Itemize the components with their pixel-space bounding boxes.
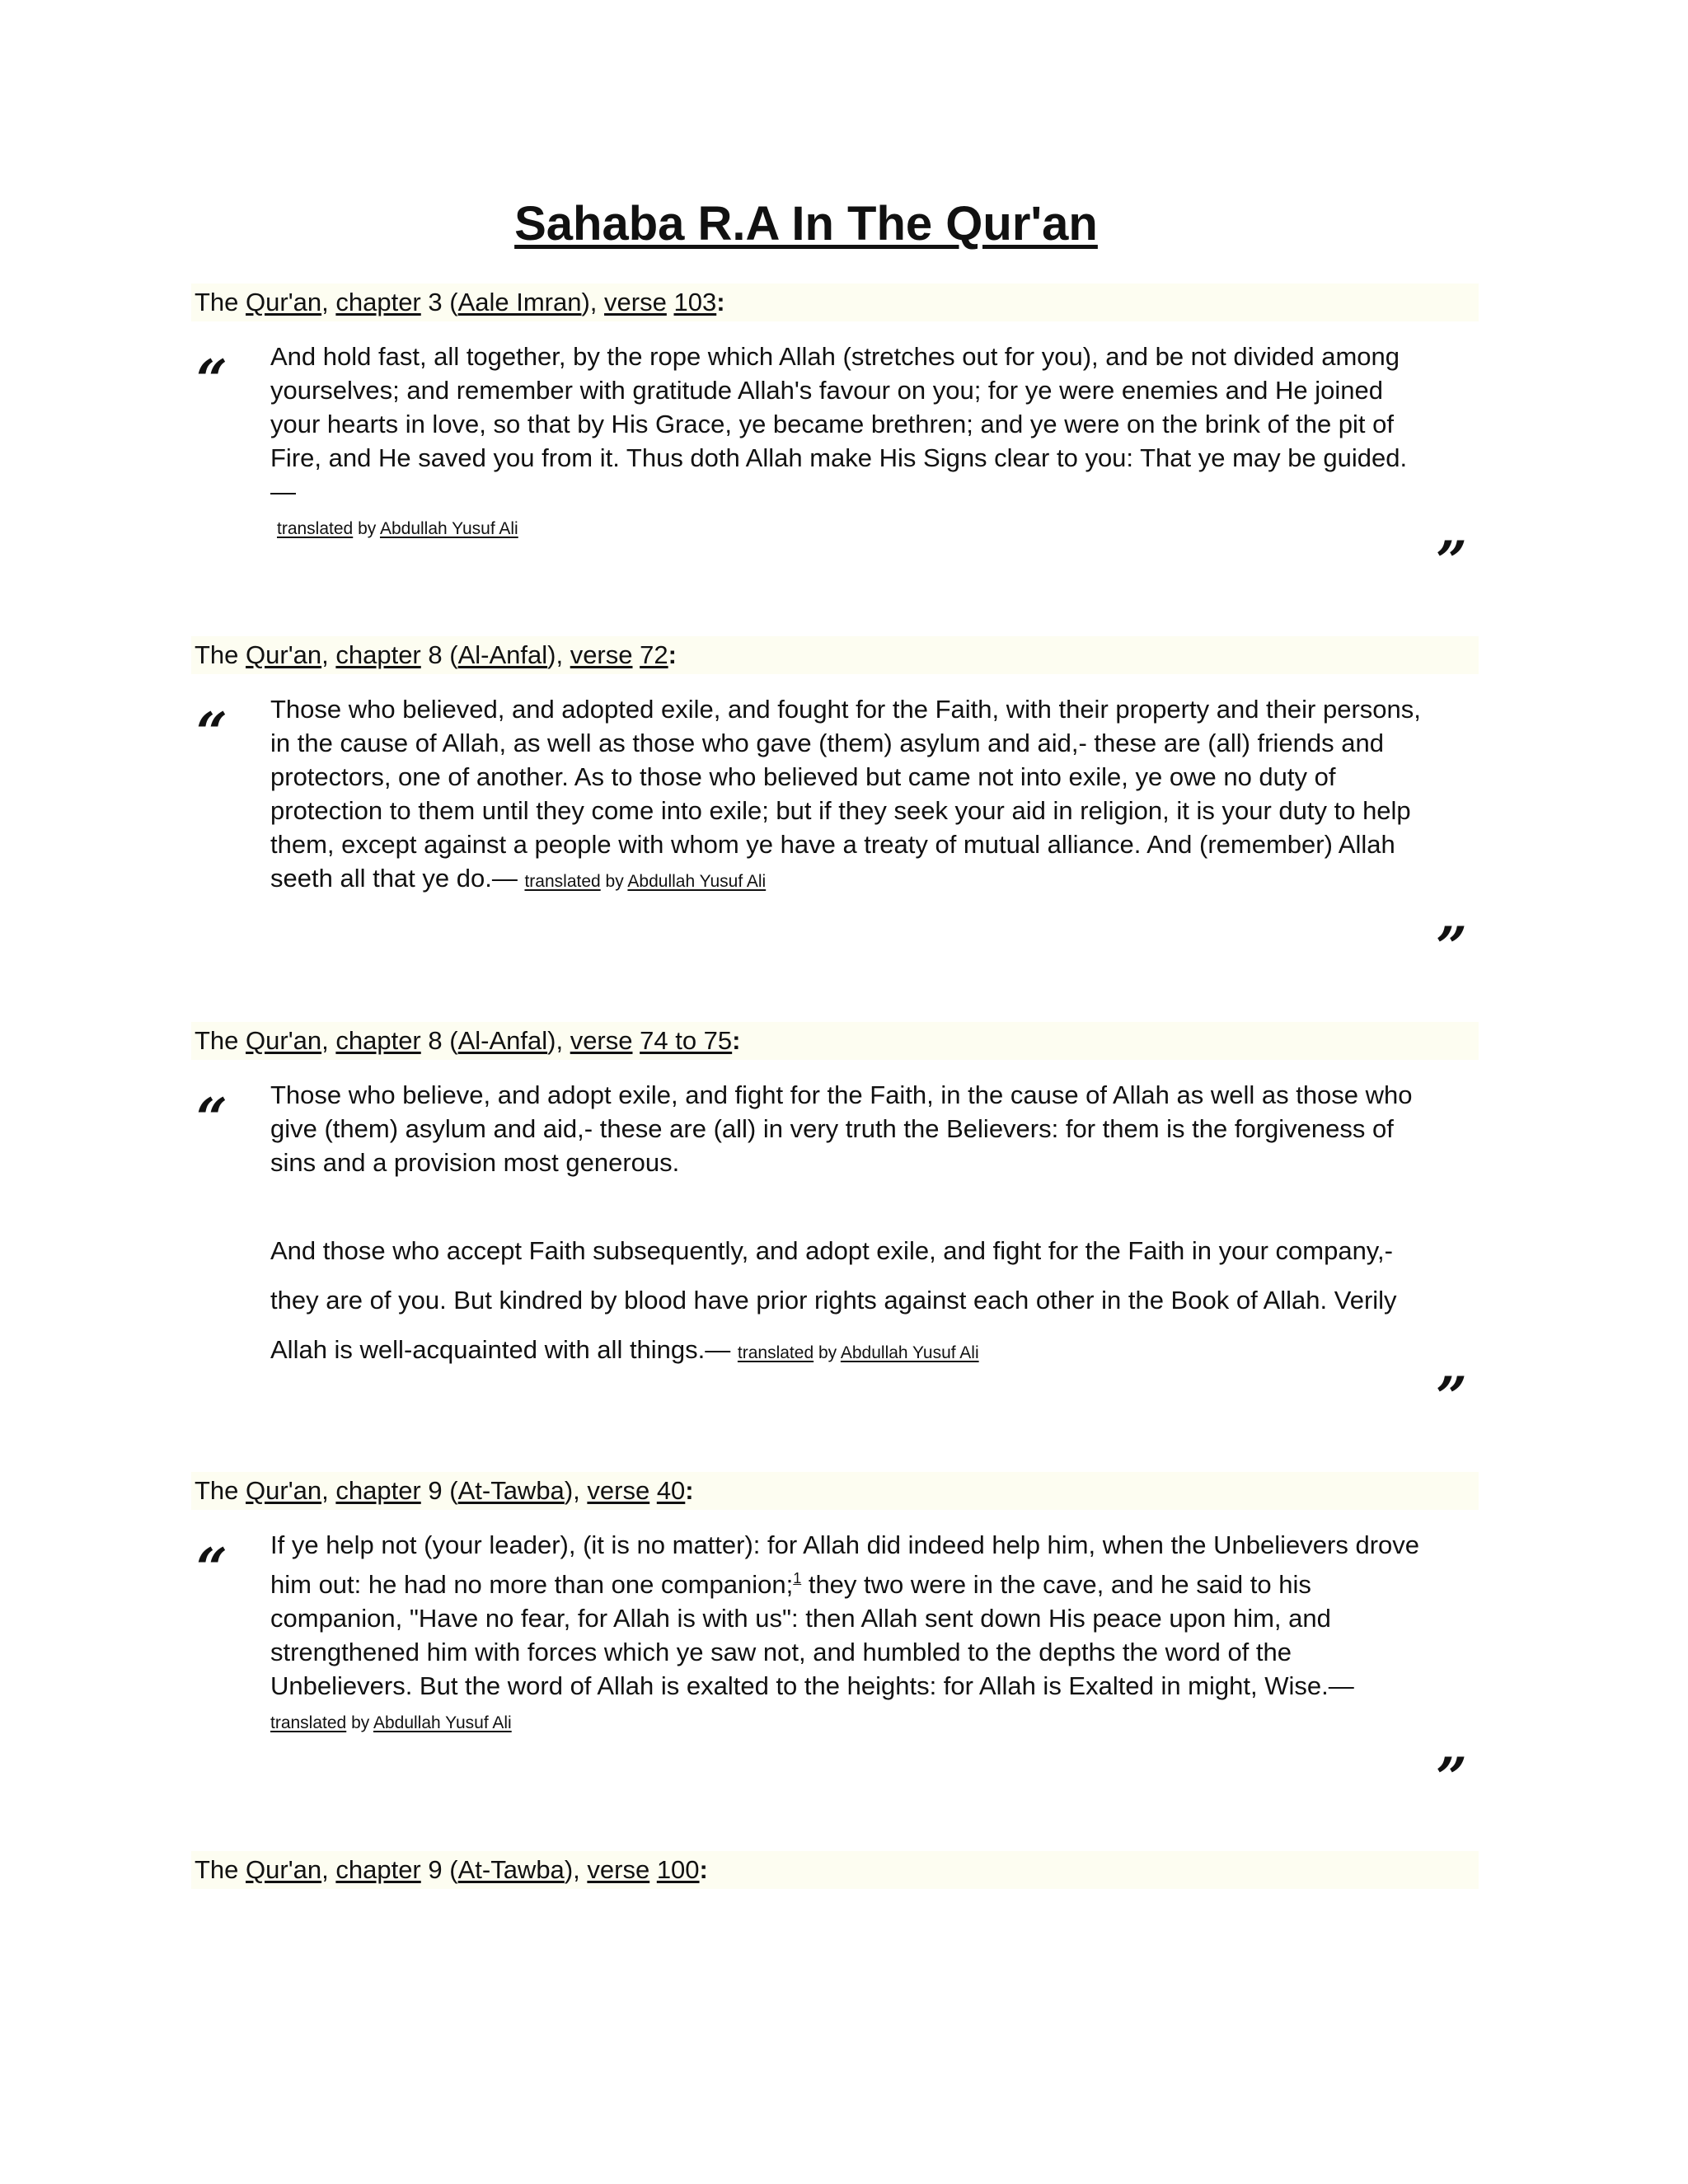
quran-link[interactable]: Qur'an xyxy=(246,1026,322,1055)
translator-link[interactable]: Abdullah Yusuf Ali xyxy=(840,1343,979,1362)
verse-text: And those who accept Faith subsequently, and adopt exile, and fight for the Faith in your company,- they are of you. But kindred by blood have prior rights against each other in the Book of Allah. Verily Allah is well-acquainted with all things.— translated by Abdullah Yusuf Ali xyxy=(270,1236,1397,1364)
verse-number-link[interactable]: 72 xyxy=(640,640,668,669)
verse-reference: The Qur'an, chapter 8 (Al-Anfal), verse 72: xyxy=(191,636,1479,674)
open-quote-icon: “ xyxy=(196,1086,227,1151)
verse-reference: The Qur'an, chapter 8 (Al-Anfal), verse 74 to 75: xyxy=(191,1022,1479,1060)
verse-text: Those who believed, and adopted exile, and fought for the Faith, with their property and their persons, in the cause of Allah, as well as those who gave (them) asylum and aid,- these are (all) friends and protectors, one of another. As to those who believed but came not into exile, ye owe no duty of protection to them until they come into exile; but if they seek your aid in religion, it is your duty to help them, except against a people with whom ye have a treaty of mutual alliance. And (remember) Allah seeth all that ye do.— translated by Abdullah Yusuf Ali xyxy=(270,695,1421,893)
verse-link[interactable]: verse xyxy=(604,288,667,316)
verse-link[interactable]: verse xyxy=(587,1476,650,1505)
footnote-link[interactable]: 1 xyxy=(793,1570,802,1586)
chapter-link[interactable]: chapter xyxy=(335,1855,421,1884)
open-quote-icon: “ xyxy=(196,348,227,412)
chapter-link[interactable]: chapter xyxy=(335,288,421,316)
verse-number-link[interactable]: 100 xyxy=(656,1855,700,1884)
verse-number-link[interactable]: 74 to 75 xyxy=(640,1026,733,1055)
verse-link[interactable]: verse xyxy=(587,1855,650,1884)
verse-link[interactable]: verse xyxy=(570,640,633,669)
surah-link[interactable]: At-Tawba xyxy=(457,1476,565,1505)
verse-text: If ye help not (your leader), (it is no matter): for Allah did indeed help him, when the Unbelievers drove him out: he had no more than one companion;$^1$ they two were in the cave, and he said to his companion, "Have no fear, for Allah is with us": then Allah sent down His peace upon him, and strengthened him with forces which ye saw not, and humbled to the depths the word of the Unbelievers. But the word of Allah is exalted to the heights: for Allah is Exalted in might, Wise.— translated by Abdullah Yusuf Ali xyxy=(270,1530,1420,1732)
translated-link[interactable]: translated xyxy=(270,1713,347,1732)
open-quote-icon: “ xyxy=(196,1536,227,1601)
translated-link[interactable]: translated xyxy=(277,519,354,538)
surah-link[interactable]: Al-Anfal xyxy=(457,640,548,669)
quran-link[interactable]: Qur'an xyxy=(246,1476,322,1505)
verse-text: Those who believe, and adopt exile, and fight for the Faith, in the cause of Allah as well as those who give (them) asylum and aid,- these are (all) in very truth the Believers: for them is the forgiveness of sins and a provision most generous. xyxy=(270,1080,1413,1177)
close-quote-icon: ” xyxy=(1436,529,1467,593)
verse-number-link[interactable]: 103 xyxy=(673,288,717,316)
translated-link[interactable]: translated xyxy=(737,1343,814,1362)
chapter-link[interactable]: chapter xyxy=(335,1026,421,1055)
translator-link[interactable]: Abdullah Yusuf Ali xyxy=(379,519,518,538)
chapter-link[interactable]: chapter xyxy=(335,1476,421,1505)
open-quote-icon: “ xyxy=(196,701,227,765)
verse-text: And hold fast, all together, by the rope which Allah (stretches out for you), and be not divided among yourselves; and remember with gratitude Allah's favour on you; for ye were enemies and He joined your hearts in love, so that by His Grace, ye became brethren; and ye were on the brink of the pit of Fire, and He saved you from it. Thus doth Allah make His Signs clear to you: That ye may be guided.— translated by Abdullah Yusuf Ali xyxy=(270,342,1408,538)
close-quote-icon: ” xyxy=(1436,1365,1467,1429)
translator-link[interactable]: Abdullah Yusuf Ali xyxy=(627,872,767,891)
chapter-number: 3 xyxy=(428,288,443,316)
close-quote-icon: ” xyxy=(1436,915,1467,979)
translator-link[interactable]: Abdullah Yusuf Ali xyxy=(373,1713,512,1732)
surah-link[interactable]: At-Tawba xyxy=(457,1855,565,1884)
translation-credit: translated by Abdullah Yusuf Ali xyxy=(270,1713,512,1732)
page-title: Sahaba R.A In The Qur'an xyxy=(514,197,1098,251)
quran-link[interactable]: Qur'an xyxy=(246,640,322,669)
close-quote-icon: ” xyxy=(1436,1746,1467,1810)
quran-link[interactable]: Qur'an xyxy=(246,1855,322,1884)
quran-link[interactable]: Qur'an xyxy=(246,288,322,316)
surah-link[interactable]: Al-Anfal xyxy=(457,1026,548,1055)
translation-credit: translated by Abdullah Yusuf Ali xyxy=(524,872,767,891)
verse-reference: The Qur'an, chapter 9 (At-Tawba), verse 40: xyxy=(191,1472,1479,1510)
ref-prefix: The xyxy=(195,288,239,316)
verse-number-link[interactable]: 40 xyxy=(656,1476,686,1505)
verse-reference: The Qur'an, chapter 9 (At-Tawba), verse 100: xyxy=(191,1851,1479,1889)
translation-credit: translated by Abdullah Yusuf Ali xyxy=(277,519,518,538)
verse-reference: The Qur'an, chapter 3 (Aale Imran), verse 103: xyxy=(191,284,1479,321)
translation-credit: translated by Abdullah Yusuf Ali xyxy=(737,1343,979,1362)
verse-link[interactable]: verse xyxy=(570,1026,633,1055)
translated-link[interactable]: translated xyxy=(524,872,601,891)
surah-link[interactable]: Aale Imran xyxy=(457,288,582,316)
chapter-link[interactable]: chapter xyxy=(335,640,421,669)
